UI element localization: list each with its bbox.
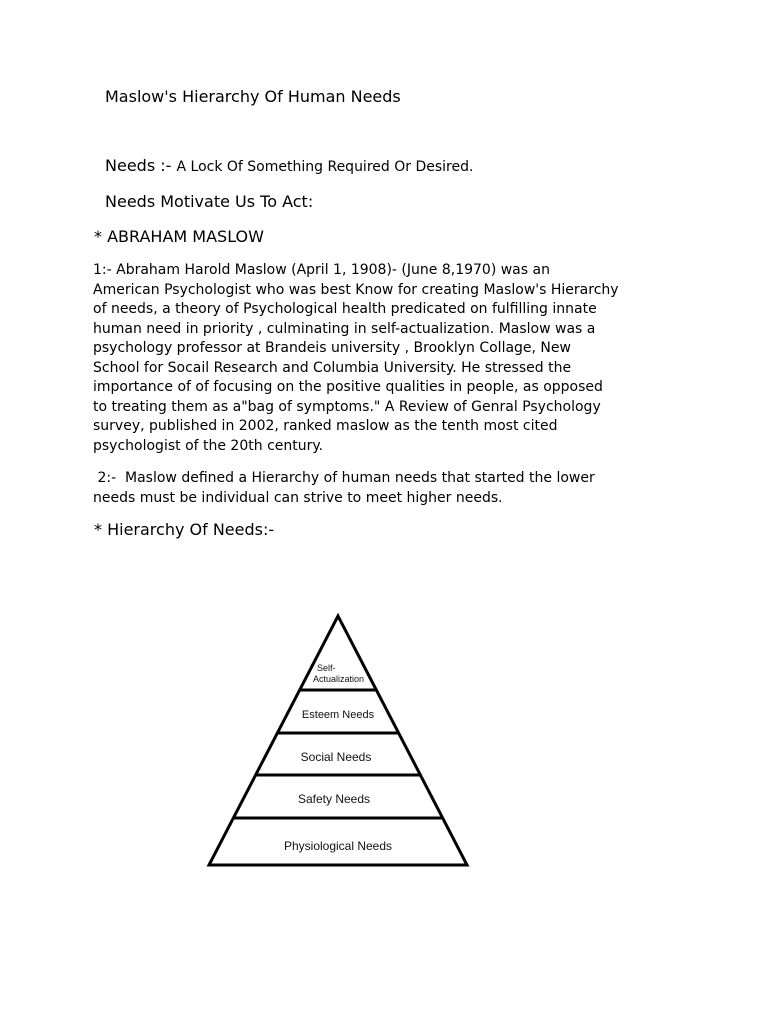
- paragraph-line: to treating them as a"bag of symptoms." A Review of Genral Psychology: [93, 398, 601, 415]
- maslow-pyramid-diagram: [205, 612, 470, 869]
- paragraph-line: needs must be individual can strive to meet higher needs.: [93, 489, 503, 506]
- paragraph-line: survey, published in 2002, ranked maslow as the tenth most cited: [93, 418, 558, 434]
- document-title: Maslow's Hierarchy Of Human Needs: [105, 87, 401, 106]
- level-social-needs: Social Needs: [300, 750, 372, 764]
- paragraph-line: psychologist of the 20th century.: [93, 437, 324, 454]
- needs-definition-line: [105, 156, 473, 175]
- level-self-actualization-line1: Self-: [317, 663, 336, 673]
- paragraph-line: psychology professor at Brandeis university , Brooklyn Collage, New: [93, 340, 571, 356]
- needs-label: Needs :-: [105, 156, 172, 175]
- level-safety-needs: Safety Needs: [297, 792, 371, 806]
- paragraph-line: American Psychologist who was best Know for creating Maslow's Hierarchy: [93, 281, 619, 298]
- needs-definition: A Lock Of Something Required Or Desired.: [176, 159, 474, 175]
- paragraph-line: School for Socail Research and Columbia University. He stressed the: [93, 359, 572, 376]
- abraham-maslow-heading: * ABRAHAM MASLOW: [94, 227, 264, 246]
- motivate-heading: Needs Motivate Us To Act:: [105, 192, 314, 211]
- hierarchy-of-needs-heading: * Hierarchy Of Needs:-: [94, 520, 275, 539]
- level-self-actualization-line2: Actualization: [313, 674, 365, 684]
- paragraph-line: 1:- Abraham Harold Maslow (April 1, 1908)- (June 8,1970) was an: [93, 262, 550, 278]
- level-esteem-needs: Esteem Needs: [301, 709, 375, 721]
- paragraph-line: importance of of focusing on the positive qualities in people, as opposed: [93, 379, 603, 395]
- paragraph-biography: [93, 261, 713, 456]
- pyramid-outline: [209, 616, 467, 865]
- paragraph-line: of needs, a theory of Psychological health predicated on fulfilling innate: [93, 301, 597, 317]
- paragraph-hierarchy-definition: [93, 469, 713, 508]
- paragraph-line: 2:- Maslow defined a Hierarchy of human needs that started the lower: [93, 470, 595, 486]
- level-physiological-needs: Physiological Needs: [283, 839, 393, 853]
- paragraph-line: human need in priority , culminating in self-actualization. Maslow was a: [93, 320, 596, 337]
